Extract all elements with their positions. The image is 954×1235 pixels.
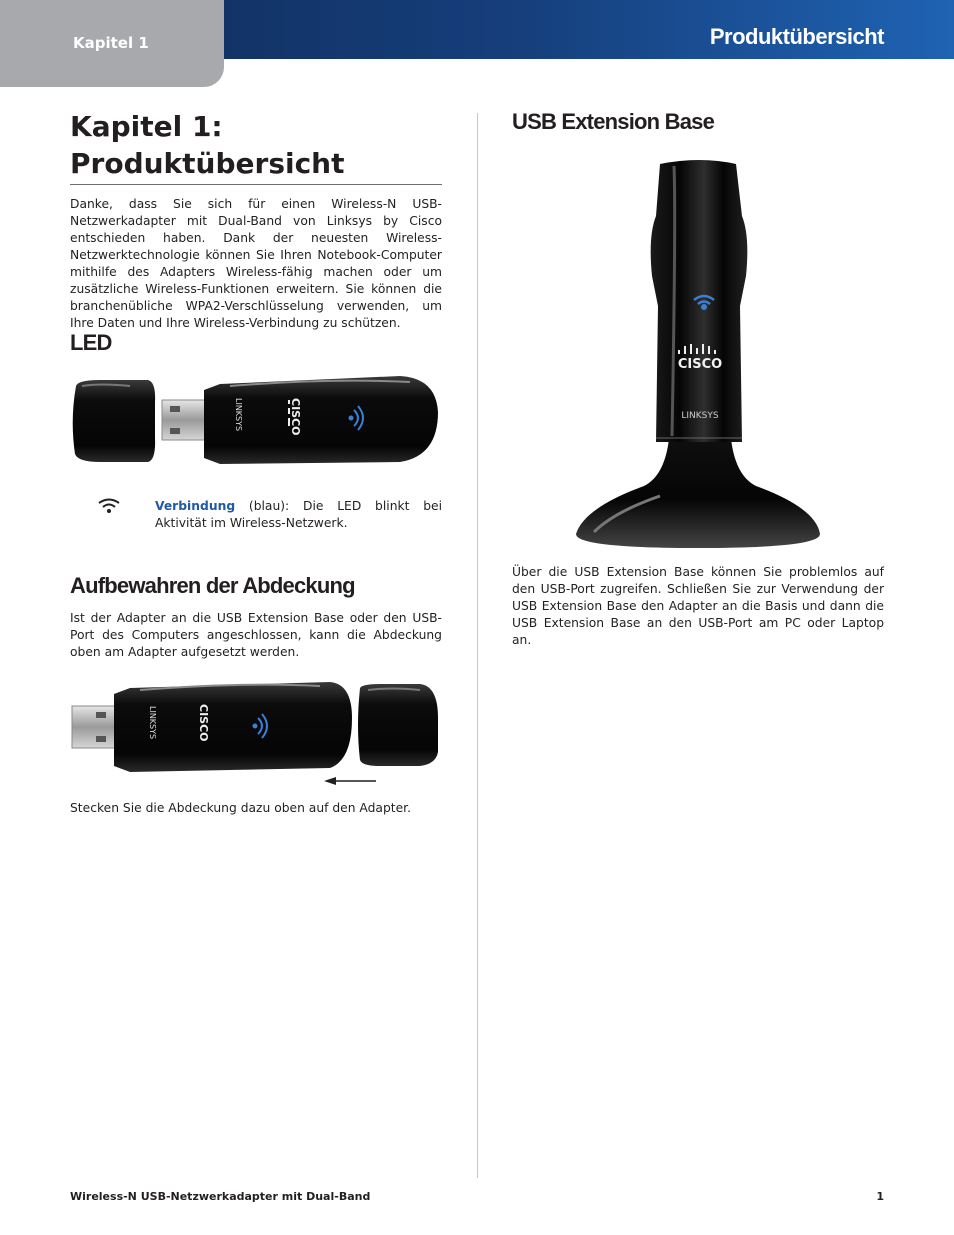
- cisco-logo: CISCO: [289, 398, 302, 436]
- page-title-line1: Kapitel 1:: [70, 110, 223, 143]
- led-term: Verbindung: [155, 499, 236, 513]
- page-title-line2: Produktübersicht: [70, 147, 345, 180]
- led-desc: (blau): Die LED blinkt bei Aktivität im Wireless-Netzwerk.: [155, 499, 442, 530]
- cisco-logo: CISCO: [197, 704, 210, 742]
- usb-extension-base-image: [574, 156, 824, 550]
- linksys-logo: LINKSYS: [681, 411, 719, 421]
- column-divider: [477, 113, 478, 1178]
- base-heading: USB Extension Base: [512, 109, 715, 134]
- linksys-logo: LINKSYS: [148, 706, 157, 740]
- cover-heading: Aufbewahren der Abdeckung: [70, 573, 355, 598]
- page-number: 1: [876, 1190, 884, 1203]
- chapter-tab: [0, 0, 224, 87]
- chapter-tab-label: Kapitel 1: [73, 34, 149, 52]
- led-heading: LED: [70, 330, 112, 355]
- cover-caption: Stecken Sie die Abdeckung dazu oben auf den Adapter.: [70, 801, 411, 815]
- cisco-logo: CISCO: [677, 357, 723, 372]
- base-paragraph: Über die USB Extension Base können Sie problemlos auf den USB-Port zugreifen. Schließen Sie zur Verwendung der USB Extension Base den Adapter an die Basis und dann die USB Extension Base an den USB-Port am PC oder Laptop an.: [512, 565, 884, 647]
- linksys-logo: LINKSYS: [234, 398, 243, 432]
- cover-paragraph: Ist der Adapter an die USB Extension Base oder den USB-Port des Computers angeschlossen, kann die Abdeckung oben am Adapter aufgesetzt werden.: [70, 611, 442, 659]
- wifi-icon: [97, 498, 121, 514]
- section-title: Produktübersicht: [709, 24, 884, 49]
- footer-product: Wireless-N USB-Netzwerkadapter mit Dual-Band: [70, 1190, 371, 1203]
- page-title: [70, 108, 442, 185]
- adapter-cap-attach-image: [70, 678, 442, 788]
- adapter-with-cap-image: [70, 372, 442, 468]
- led-text: [155, 498, 442, 532]
- intro-paragraph: Danke, dass Sie sich für einen Wireless-N USB-Netzwerkadapter mit Dual-Band von Linksys by Cisco entschieden haben. Dank der neuesten Wireless-Netzwerktechnologie können Sie Ihren Notebook-Computer mithilfe des Adapters Wireless-fähig machen oder um zusätzliche Wireless-Funktionen erweitern. Sie können die branchenübliche WPA2-Verschlüsselung verwenden, um Ihre Daten und Ihre Wireless-Verbindung zu schützen.: [70, 197, 442, 330]
